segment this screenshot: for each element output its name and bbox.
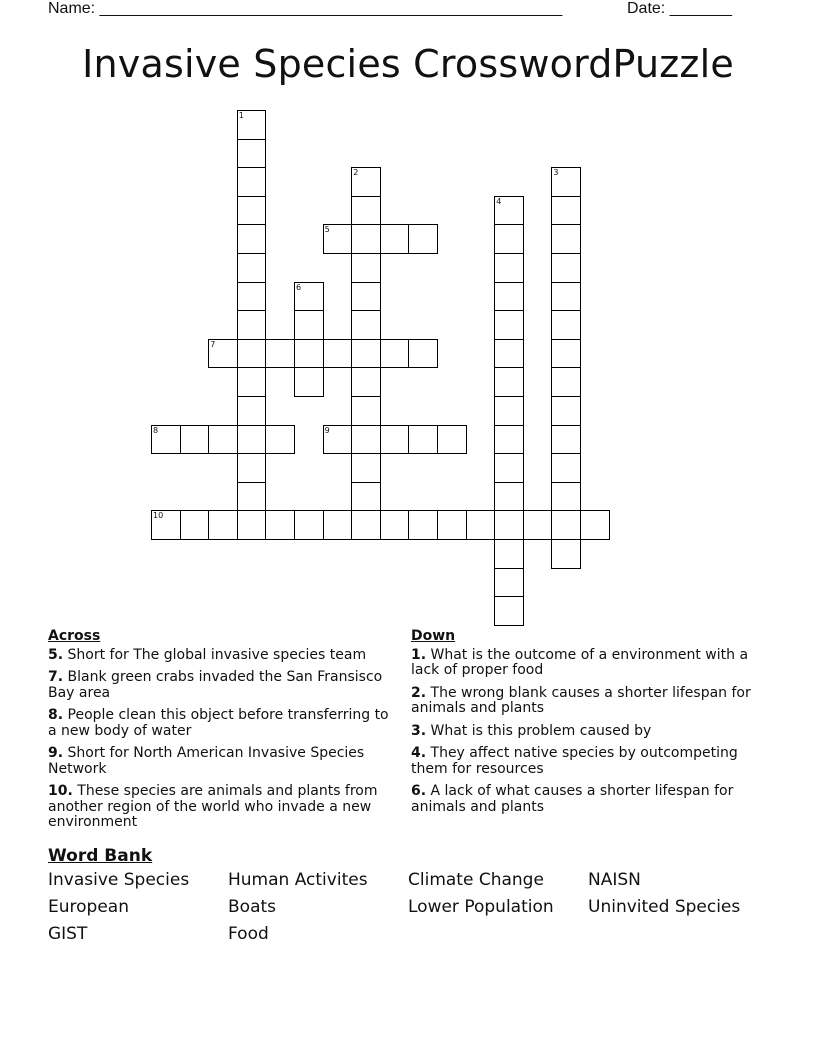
crossword-cell[interactable] [494, 396, 524, 426]
crossword-cell[interactable] [294, 310, 324, 340]
crossword-cell[interactable] [408, 339, 438, 369]
across-heading: Across [48, 628, 101, 644]
crossword-cell[interactable] [380, 425, 410, 455]
crossword-cell[interactable] [237, 110, 267, 140]
down-clues [411, 629, 761, 822]
crossword-cell[interactable] [294, 510, 324, 540]
crossword-cell[interactable] [380, 339, 410, 369]
crossword-cell[interactable] [180, 425, 210, 455]
crossword-cell[interactable] [208, 339, 238, 369]
crossword-cell[interactable] [351, 253, 381, 283]
crossword-cell[interactable] [237, 339, 267, 369]
word-bank-item: Uninvited Species [588, 897, 741, 917]
name-field-label: Name: ____________________________________________________ [48, 0, 563, 17]
crossword-cell[interactable] [237, 282, 267, 312]
crossword-cell[interactable] [551, 425, 581, 455]
clue-down-2: 2. The wrong blank causes a shorter lifespan for animals and plants [411, 684, 751, 716]
clue-number: 9 [324, 425, 330, 435]
crossword-cell[interactable] [551, 367, 581, 397]
crossword-cell[interactable] [551, 396, 581, 426]
clue-across-5: 5. Short for The global invasive species team [48, 646, 367, 663]
crossword-cell[interactable] [523, 510, 553, 540]
crossword-cell[interactable] [551, 167, 581, 197]
crossword-cell[interactable] [323, 510, 353, 540]
crossword-cell[interactable] [180, 510, 210, 540]
crossword-cell[interactable] [408, 425, 438, 455]
crossword-cell[interactable] [351, 167, 381, 197]
crossword-cell[interactable] [237, 482, 267, 512]
crossword-cell[interactable] [208, 510, 238, 540]
date-field-label: Date: _______ [627, 0, 732, 17]
word-bank [48, 846, 768, 944]
crossword-cell[interactable] [294, 282, 324, 312]
crossword-cell[interactable] [494, 596, 524, 626]
clue-across-10: 10. These species are animals and plants from another region of the world who invade a new environment [48, 783, 378, 830]
crossword-cell[interactable] [323, 224, 353, 254]
crossword-cell[interactable] [380, 510, 410, 540]
word-bank-item: Food [228, 924, 269, 944]
clue-number: 10 [153, 511, 164, 521]
crossword-cell[interactable] [351, 339, 381, 369]
word-bank-item: Lower Population [408, 897, 554, 917]
crossword-cell[interactable] [494, 482, 524, 512]
crossword-cell[interactable] [408, 510, 438, 540]
word-bank-item: Human Activites [228, 870, 368, 890]
word-bank-item: GIST [48, 924, 88, 944]
clue-number: 6 [296, 282, 302, 292]
crossword-cell[interactable] [551, 482, 581, 512]
crossword-cell[interactable] [551, 510, 581, 540]
across-clues [48, 629, 398, 838]
crossword-cell[interactable] [265, 510, 295, 540]
clue-down-3: 3. What is this problem caused by [411, 722, 652, 739]
crossword-cell[interactable] [351, 510, 381, 540]
crossword-cell[interactable] [151, 425, 181, 455]
clue-across-7: 7. Blank green crabs invaded the San Fransisco Bay area [48, 669, 383, 701]
clue-across-9: 9. Short for North American Invasive Species Network [48, 745, 365, 777]
crossword-cell[interactable] [551, 196, 581, 226]
word-bank-item: NAISN [588, 870, 641, 890]
crossword-cell[interactable] [237, 253, 267, 283]
crossword-cell[interactable] [380, 224, 410, 254]
crossword-cell[interactable] [265, 425, 295, 455]
crossword-cell[interactable] [494, 310, 524, 340]
crossword-cell[interactable] [551, 539, 581, 569]
crossword-cell[interactable] [494, 568, 524, 598]
crossword-cell[interactable] [351, 425, 381, 455]
crossword-cell[interactable] [408, 224, 438, 254]
crossword-cell[interactable] [351, 224, 381, 254]
crossword-cell[interactable] [351, 453, 381, 483]
crossword-cell[interactable] [237, 453, 267, 483]
word-bank-heading: Word Bank [48, 846, 153, 866]
page-title: Invasive Species CrosswordPuzzle [82, 42, 734, 86]
crossword-cell[interactable] [351, 367, 381, 397]
clue-down-6: 6. A lack of what causes a shorter lifespan for animals and plants [411, 783, 734, 815]
crossword-cell[interactable] [237, 196, 267, 226]
crossword-cell[interactable] [494, 539, 524, 569]
crossword-cell[interactable] [351, 196, 381, 226]
crossword-cell[interactable] [551, 453, 581, 483]
crossword-cell[interactable] [494, 224, 524, 254]
crossword-cell[interactable] [351, 282, 381, 312]
crossword-cell[interactable] [237, 367, 267, 397]
crossword-cell[interactable] [494, 453, 524, 483]
crossword-cell[interactable] [265, 339, 295, 369]
crossword-cell[interactable] [494, 367, 524, 397]
clue-number: 7 [210, 339, 216, 349]
crossword-cell[interactable] [551, 224, 581, 254]
word-bank-item: European [48, 897, 129, 917]
crossword-cell[interactable] [494, 196, 524, 226]
crossword-cell[interactable] [351, 482, 381, 512]
crossword-cell[interactable] [437, 425, 467, 455]
crossword-cell[interactable] [437, 510, 467, 540]
crossword-cell[interactable] [294, 367, 324, 397]
crossword-cell[interactable] [151, 510, 181, 540]
down-heading: Down [411, 628, 456, 644]
crossword-cell[interactable] [323, 339, 353, 369]
clue-number: 2 [353, 168, 359, 178]
crossword-cell[interactable] [237, 224, 267, 254]
clue-down-1: 1. What is the outcome of a environment with a lack of proper food [411, 646, 749, 678]
crossword-cell[interactable] [466, 510, 496, 540]
crossword-cell[interactable] [351, 310, 381, 340]
crossword-cell[interactable] [323, 425, 353, 455]
crossword-cell[interactable] [494, 253, 524, 283]
crossword-cell[interactable] [237, 510, 267, 540]
crossword-cell[interactable] [237, 139, 267, 169]
crossword-cell[interactable] [494, 339, 524, 369]
crossword-cell[interactable] [580, 510, 610, 540]
crossword-cell[interactable] [237, 396, 267, 426]
crossword-cell[interactable] [551, 339, 581, 369]
word-bank-item: Boats [228, 897, 277, 917]
clue-number: 8 [153, 425, 159, 435]
clue-across-8: 8. People clean this object before transferring to a new body of water [48, 707, 389, 739]
crossword-cell[interactable] [294, 339, 324, 369]
clue-number: 5 [324, 225, 330, 235]
crossword-cell[interactable] [494, 510, 524, 540]
crossword-cell[interactable] [551, 282, 581, 312]
crossword-cell[interactable] [237, 425, 267, 455]
crossword-cell[interactable] [351, 396, 381, 426]
crossword-cell[interactable] [494, 282, 524, 312]
clue-number: 4 [496, 196, 502, 206]
word-bank-item: Invasive Species [48, 870, 190, 890]
clue-number: 1 [238, 111, 244, 120]
crossword-cell[interactable] [551, 253, 581, 283]
clue-number: 3 [553, 168, 559, 178]
crossword-cell[interactable] [237, 167, 267, 197]
crossword-cell[interactable] [494, 425, 524, 455]
clue-down-4: 4. They affect native species by outcompeting them for resources [411, 745, 738, 777]
crossword-cell[interactable] [237, 310, 267, 340]
crossword-cell[interactable] [551, 310, 581, 340]
crossword-cell[interactable] [208, 425, 238, 455]
word-bank-item: Climate Change [408, 870, 544, 890]
